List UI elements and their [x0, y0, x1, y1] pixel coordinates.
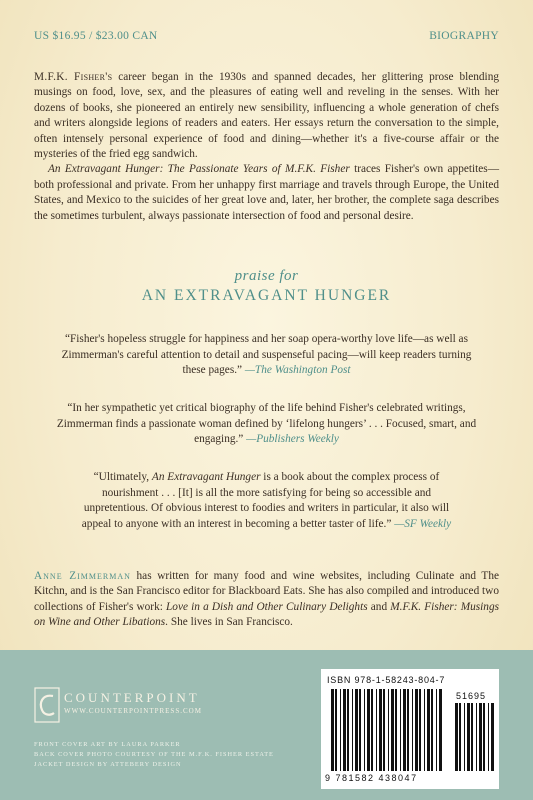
- author-bio: [34, 569, 499, 631]
- bio-text: has written for many food and wine websites, including Culinate and The Kitchn, and is the San Francisco editor for Blackboard Eats. She has also compiled and introduced two collections of Fisher's work:: [34, 570, 499, 613]
- blurb-paragraph-1: [34, 70, 499, 162]
- quote-book-title: An Extravagant Hunger: [151, 471, 261, 483]
- review-quote-3: [70, 470, 463, 532]
- quote-source: —Publishers Weekly: [243, 433, 339, 446]
- review-quote-2: [50, 401, 483, 448]
- barcode-digits: 9 781582 438047: [325, 773, 418, 783]
- bio-book-1: Love in a Dish and Other Culinary Delights: [166, 600, 368, 613]
- barcode-bars: [321, 669, 499, 789]
- quote-source: —The Washington Post: [242, 364, 351, 377]
- blurb-paragraph-2: [34, 162, 499, 224]
- credit-line: BACK COVER PHOTO COURTESY OF THE M.F.K. FISHER ESTATE: [34, 751, 274, 758]
- book-title: An Extravagant Hunger: The Passionate Years of M.F.K. Fisher: [48, 163, 350, 176]
- footer-band: [0, 650, 533, 800]
- author-name: Anne Zimmerman: [34, 570, 131, 582]
- blurb: [34, 70, 499, 224]
- credit-line: FRONT COVER ART BY LAURA PARKER: [34, 741, 181, 748]
- quote-text: “Fisher's hopeless struggle for happiness and her soap opera-worthy love life—as well as Zimmerman's careful attention to detail and suspenseful pacing—will keep readers turning these pages.”: [61, 333, 472, 377]
- quote-text: “In her sympathetic yet critical biography of the life behind Fisher's celebrated writings, Zimmerman finds a passionate woman defined by ‘lifelong hungers’ . . . Focused, smart, and engaging.”: [56, 402, 477, 446]
- review-quote-1: [60, 332, 473, 379]
- bio-end: . She lives in San Francisco.: [165, 616, 293, 629]
- bio-book-2: M.F.K. Fisher: Musings on Wine and Other Libations: [34, 600, 499, 629]
- isbn-text: ISBN 978-1-58243-804-7: [327, 675, 446, 685]
- category: BIOGRAPHY: [429, 30, 499, 42]
- price-code: 51695: [456, 691, 487, 701]
- ean-barcode-bars: [331, 689, 442, 771]
- credits: [34, 740, 274, 770]
- price: US $16.95 / $23.00 CAN: [34, 30, 158, 42]
- publisher-name: COUNTERPOINT: [64, 690, 200, 705]
- price-barcode-bars: [455, 703, 494, 771]
- barcode: [321, 669, 499, 789]
- credit-line: JACKET DESIGN BY ATTEBERY DESIGN: [34, 761, 182, 768]
- praise-heading: praise for: [234, 268, 299, 284]
- header-bar: [34, 30, 499, 42]
- praise-title: AN EXTRAVAGANT HUNGER: [141, 287, 392, 304]
- subject-name: M.F.K. Fisher's: [34, 71, 113, 83]
- publisher-url: WWW.COUNTERPOINTPRESS.COM: [64, 707, 202, 715]
- quote-source: —SF Weekly: [391, 517, 452, 530]
- blurb-p1-text: career began in the 1930s and spanned decades, her glittering prose blending musings on food, love, sex, and the pleasures of eating well and reveling in the senses. With her dozens of books, she pioneered an entirely new sensibility, influencing a whole generation of chefs and writers alongside legions of readers and eaters. Her essays return the conversation to the simple, often intensely personal experience of food and dining—whether it's a five-course affair or the mysteries of the fried egg sandwich.: [34, 71, 499, 161]
- quote-text: is a book about the complex process of nourishment . . . [It] is all the more satisfying for being so accessible and unpretentious. Of obvious interest to foodies and writers in particular, it also will appeal to anyone with an interest in becoming a better taster of life.”: [81, 471, 450, 530]
- bio-and: and: [367, 600, 391, 613]
- blurb-p2-text: traces Fisher's own appetites—both professional and private. From her unhappy first marriage and travels through Europe, the United States, and Mexico to the suicides of her great love and, later, her brother, the complete saga describes the sometimes turbulent, always passionate intersection of food and personal desire.: [34, 163, 499, 222]
- quote-prefix: “Ultimately,: [93, 471, 152, 483]
- counterpoint-logo-icon: [34, 687, 60, 723]
